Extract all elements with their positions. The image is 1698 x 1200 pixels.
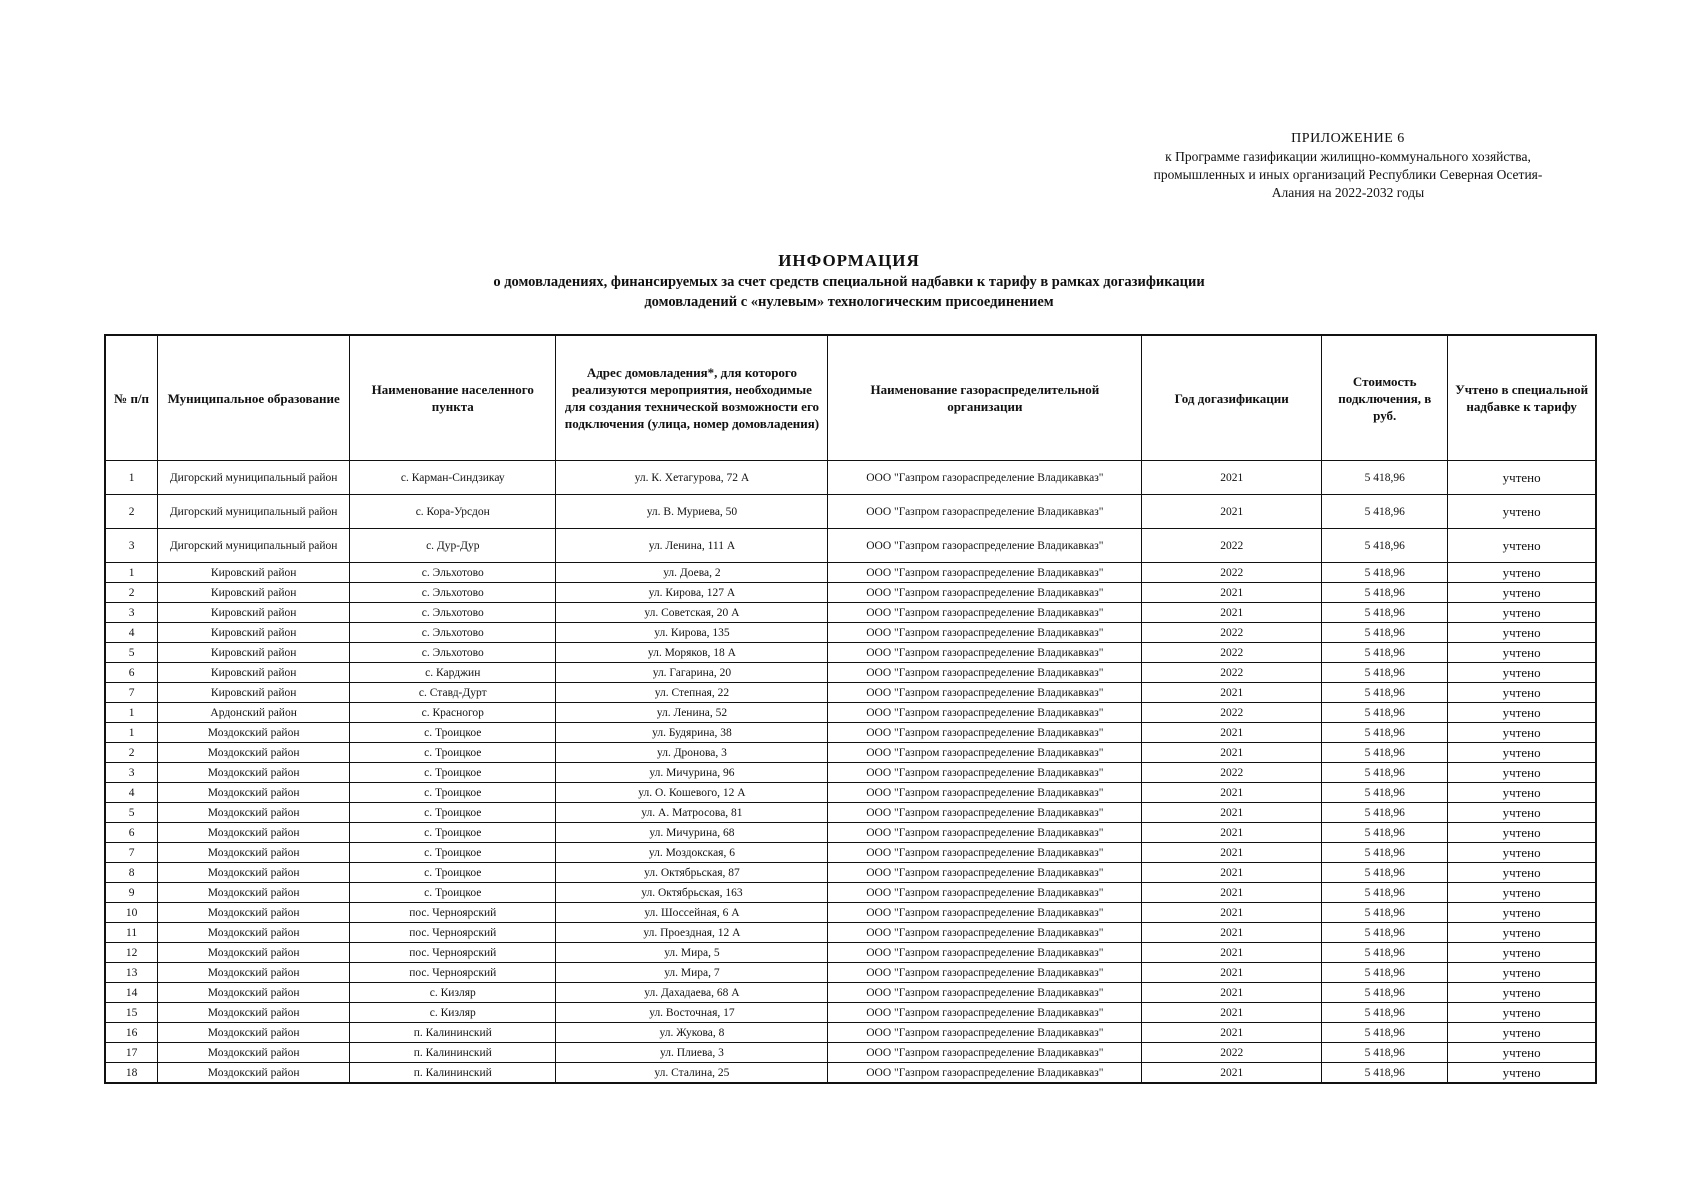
row-cost: 5 418,96 bbox=[1322, 883, 1448, 903]
table-row bbox=[105, 563, 1596, 583]
row-cost: 5 418,96 bbox=[1322, 1023, 1448, 1043]
row-number: 1 bbox=[105, 563, 158, 583]
row-gas-organization: ООО "Газпром газораспределение Владикавказ" bbox=[828, 1023, 1142, 1043]
row-status: учтено bbox=[1448, 703, 1596, 723]
row-settlement: с. Троицкое bbox=[350, 763, 556, 783]
row-address: ул. Моздокская, 6 bbox=[556, 843, 828, 863]
row-year: 2021 bbox=[1142, 803, 1322, 823]
row-gas-organization: ООО "Газпром газораспределение Владикавказ" bbox=[828, 1063, 1142, 1084]
row-status: учтено bbox=[1448, 923, 1596, 943]
row-gas-organization: ООО "Газпром газораспределение Владикавказ" bbox=[828, 1043, 1142, 1063]
row-address: ул. Дахадаева, 68 А bbox=[556, 983, 828, 1003]
row-status: учтено bbox=[1448, 663, 1596, 683]
row-cost: 5 418,96 bbox=[1322, 563, 1448, 583]
row-settlement: с. Эльхотово bbox=[350, 603, 556, 623]
row-settlement: с. Троицкое bbox=[350, 783, 556, 803]
row-gas-organization: ООО "Газпром газораспределение Владикавказ" bbox=[828, 783, 1142, 803]
header-accounted: Учтено в специальной надбавке к тарифу bbox=[1448, 335, 1596, 461]
row-cost: 5 418,96 bbox=[1322, 623, 1448, 643]
row-settlement: с. Кизляр bbox=[350, 1003, 556, 1023]
row-year: 2021 bbox=[1142, 963, 1322, 983]
row-year: 2022 bbox=[1142, 703, 1322, 723]
row-cost: 5 418,96 bbox=[1322, 843, 1448, 863]
row-address: ул. Плиева, 3 bbox=[556, 1043, 828, 1063]
row-gas-organization: ООО "Газпром газораспределение Владикавказ" bbox=[828, 963, 1142, 983]
row-status: учтено bbox=[1448, 461, 1596, 495]
row-gas-organization: ООО "Газпром газораспределение Владикавказ" bbox=[828, 743, 1142, 763]
row-municipality: Дигорский муниципальный район bbox=[158, 495, 350, 529]
row-cost: 5 418,96 bbox=[1322, 583, 1448, 603]
row-status: учтено bbox=[1448, 1023, 1596, 1043]
table-row bbox=[105, 923, 1596, 943]
row-status: учтено bbox=[1448, 823, 1596, 843]
households-table bbox=[104, 334, 1597, 1084]
row-gas-organization: ООО "Газпром газораспределение Владикавказ" bbox=[828, 461, 1142, 495]
row-status: учтено bbox=[1448, 529, 1596, 563]
row-status: учтено bbox=[1448, 943, 1596, 963]
appendix-line-3: Алания на 2022-2032 годы bbox=[1271, 185, 1425, 200]
row-settlement: с. Ставд-Дурт bbox=[350, 683, 556, 703]
row-year: 2021 bbox=[1142, 1063, 1322, 1084]
row-settlement: с. Красногор bbox=[350, 703, 556, 723]
row-cost: 5 418,96 bbox=[1322, 461, 1448, 495]
table-row bbox=[105, 623, 1596, 643]
title-line-1: о домовладениях, финансируемых за счет средств специальной надбавки к тарифу в рамках догазификации bbox=[493, 274, 1205, 290]
row-number: 6 bbox=[105, 663, 158, 683]
table-row bbox=[105, 1023, 1596, 1043]
row-number: 1 bbox=[105, 723, 158, 743]
row-status: учтено bbox=[1448, 743, 1596, 763]
row-address: ул. К. Хетагурова, 72 А bbox=[556, 461, 828, 495]
row-settlement: с. Троицкое bbox=[350, 823, 556, 843]
table-row bbox=[105, 495, 1596, 529]
row-status: учтено bbox=[1448, 643, 1596, 663]
row-settlement: пос. Черноярский bbox=[350, 963, 556, 983]
row-municipality: Кировский район bbox=[158, 683, 350, 703]
row-settlement: с. Эльхотово bbox=[350, 563, 556, 583]
row-status: учтено bbox=[1448, 583, 1596, 603]
row-number: 15 bbox=[105, 1003, 158, 1023]
row-year: 2022 bbox=[1142, 623, 1322, 643]
table-row bbox=[105, 1043, 1596, 1063]
row-settlement: п. Калининский bbox=[350, 1023, 556, 1043]
row-address: ул. Жукова, 8 bbox=[556, 1023, 828, 1043]
row-number: 14 bbox=[105, 983, 158, 1003]
row-year: 2021 bbox=[1142, 983, 1322, 1003]
row-cost: 5 418,96 bbox=[1322, 643, 1448, 663]
appendix-block bbox=[1108, 130, 1588, 202]
row-municipality: Моздокский район bbox=[158, 1023, 350, 1043]
row-settlement: п. Калининский bbox=[350, 1063, 556, 1084]
row-address: ул. А. Матросова, 81 bbox=[556, 803, 828, 823]
row-status: учтено bbox=[1448, 783, 1596, 803]
row-settlement: с. Троицкое bbox=[350, 843, 556, 863]
row-number: 3 bbox=[105, 763, 158, 783]
table-header-row bbox=[105, 335, 1596, 461]
row-cost: 5 418,96 bbox=[1322, 823, 1448, 843]
row-status: учтено bbox=[1448, 603, 1596, 623]
header-number: № п/п bbox=[105, 335, 158, 461]
row-number: 11 bbox=[105, 923, 158, 943]
table-row bbox=[105, 983, 1596, 1003]
row-year: 2022 bbox=[1142, 563, 1322, 583]
table-row bbox=[105, 763, 1596, 783]
row-year: 2021 bbox=[1142, 823, 1322, 843]
header-year: Год догазификации bbox=[1142, 335, 1322, 461]
row-status: учтено bbox=[1448, 763, 1596, 783]
row-gas-organization: ООО "Газпром газораспределение Владикавказ" bbox=[828, 823, 1142, 843]
row-status: учтено bbox=[1448, 1063, 1596, 1084]
row-cost: 5 418,96 bbox=[1322, 863, 1448, 883]
row-year: 2021 bbox=[1142, 943, 1322, 963]
row-year: 2022 bbox=[1142, 529, 1322, 563]
row-cost: 5 418,96 bbox=[1322, 983, 1448, 1003]
row-settlement: с. Кора-Урсдон bbox=[350, 495, 556, 529]
row-number: 2 bbox=[105, 743, 158, 763]
row-status: учтено bbox=[1448, 1003, 1596, 1023]
table-body bbox=[105, 461, 1596, 1084]
row-gas-organization: ООО "Газпром газораспределение Владикавказ" bbox=[828, 803, 1142, 823]
row-municipality: Моздокский район bbox=[158, 803, 350, 823]
row-year: 2021 bbox=[1142, 743, 1322, 763]
title-main: ИНФОРМАЦИЯ bbox=[778, 251, 920, 270]
row-address: ул. Октябрьская, 87 bbox=[556, 863, 828, 883]
table-row bbox=[105, 603, 1596, 623]
row-municipality: Моздокский район bbox=[158, 983, 350, 1003]
row-status: учтено bbox=[1448, 983, 1596, 1003]
row-gas-organization: ООО "Газпром газораспределение Владикавказ" bbox=[828, 883, 1142, 903]
row-municipality: Моздокский район bbox=[158, 743, 350, 763]
row-cost: 5 418,96 bbox=[1322, 1063, 1448, 1084]
row-year: 2022 bbox=[1142, 1043, 1322, 1063]
row-municipality: Моздокский район bbox=[158, 903, 350, 923]
row-gas-organization: ООО "Газпром газораспределение Владикавказ" bbox=[828, 943, 1142, 963]
row-settlement: с. Карджин bbox=[350, 663, 556, 683]
title-line-2: домовладений с «нулевым» технологическим присоединением bbox=[644, 294, 1054, 310]
row-status: учтено bbox=[1448, 1043, 1596, 1063]
row-address: ул. Кирова, 127 А bbox=[556, 583, 828, 603]
row-year: 2022 bbox=[1142, 763, 1322, 783]
table-row bbox=[105, 883, 1596, 903]
row-gas-organization: ООО "Газпром газораспределение Владикавказ" bbox=[828, 863, 1142, 883]
row-address: ул. Кирова, 135 bbox=[556, 623, 828, 643]
table-row bbox=[105, 683, 1596, 703]
table-row bbox=[105, 1063, 1596, 1084]
row-number: 8 bbox=[105, 863, 158, 883]
table-row bbox=[105, 843, 1596, 863]
table-row bbox=[105, 723, 1596, 743]
row-settlement: с. Дур-Дур bbox=[350, 529, 556, 563]
table-row bbox=[105, 461, 1596, 495]
row-address: ул. Доева, 2 bbox=[556, 563, 828, 583]
table-row bbox=[105, 963, 1596, 983]
row-number: 10 bbox=[105, 903, 158, 923]
row-address: ул. О. Кошевого, 12 А bbox=[556, 783, 828, 803]
row-address: ул. Октябрьская, 163 bbox=[556, 883, 828, 903]
table-row bbox=[105, 529, 1596, 563]
row-address: ул. Степная, 22 bbox=[556, 683, 828, 703]
row-cost: 5 418,96 bbox=[1322, 943, 1448, 963]
row-number: 9 bbox=[105, 883, 158, 903]
row-settlement: пос. Черноярский bbox=[350, 903, 556, 923]
table-row bbox=[105, 803, 1596, 823]
row-cost: 5 418,96 bbox=[1322, 683, 1448, 703]
row-address: ул. Ленина, 111 А bbox=[556, 529, 828, 563]
row-settlement: с. Троицкое bbox=[350, 723, 556, 743]
row-year: 2021 bbox=[1142, 903, 1322, 923]
row-municipality: Кировский район bbox=[158, 623, 350, 643]
row-cost: 5 418,96 bbox=[1322, 903, 1448, 923]
row-cost: 5 418,96 bbox=[1322, 783, 1448, 803]
header-settlement: Наименование населенного пункта bbox=[350, 335, 556, 461]
row-number: 16 bbox=[105, 1023, 158, 1043]
row-gas-organization: ООО "Газпром газораспределение Владикавказ" bbox=[828, 643, 1142, 663]
row-municipality: Кировский район bbox=[158, 563, 350, 583]
row-number: 6 bbox=[105, 823, 158, 843]
row-municipality: Кировский район bbox=[158, 643, 350, 663]
row-gas-organization: ООО "Газпром газораспределение Владикавказ" bbox=[828, 983, 1142, 1003]
header-municipality: Муниципальное образование bbox=[158, 335, 350, 461]
row-year: 2021 bbox=[1142, 461, 1322, 495]
row-settlement: с. Троицкое bbox=[350, 743, 556, 763]
row-gas-organization: ООО "Газпром газораспределение Владикавказ" bbox=[828, 903, 1142, 923]
row-year: 2022 bbox=[1142, 663, 1322, 683]
row-gas-organization: ООО "Газпром газораспределение Владикавказ" bbox=[828, 703, 1142, 723]
row-year: 2021 bbox=[1142, 1003, 1322, 1023]
row-municipality: Моздокский район bbox=[158, 823, 350, 843]
row-municipality: Дигорский муниципальный район bbox=[158, 461, 350, 495]
appendix-line-2: промышленных и иных организаций Республики Северная Осетия- bbox=[1153, 167, 1543, 182]
row-number: 12 bbox=[105, 943, 158, 963]
row-address: ул. Восточная, 17 bbox=[556, 1003, 828, 1023]
row-address: ул. Сталина, 25 bbox=[556, 1063, 828, 1084]
row-municipality: Моздокский район bbox=[158, 943, 350, 963]
document-title bbox=[0, 250, 1698, 312]
row-cost: 5 418,96 bbox=[1322, 963, 1448, 983]
appendix-heading: ПРИЛОЖЕНИЕ 6 bbox=[1291, 131, 1405, 146]
row-gas-organization: ООО "Газпром газораспределение Владикавказ" bbox=[828, 603, 1142, 623]
row-number: 13 bbox=[105, 963, 158, 983]
row-gas-organization: ООО "Газпром газораспределение Владикавказ" bbox=[828, 623, 1142, 643]
row-number: 5 bbox=[105, 643, 158, 663]
row-gas-organization: ООО "Газпром газораспределение Владикавказ" bbox=[828, 683, 1142, 703]
table-row bbox=[105, 823, 1596, 843]
row-year: 2021 bbox=[1142, 1023, 1322, 1043]
row-number: 3 bbox=[105, 603, 158, 623]
row-address: ул. Мичурина, 96 bbox=[556, 763, 828, 783]
row-address: ул. Шоссейная, 6 А bbox=[556, 903, 828, 923]
row-settlement: с. Карман-Синдзикау bbox=[350, 461, 556, 495]
row-address: ул. Мира, 5 bbox=[556, 943, 828, 963]
row-municipality: Кировский район bbox=[158, 583, 350, 603]
table-row bbox=[105, 663, 1596, 683]
row-address: ул. Будярина, 38 bbox=[556, 723, 828, 743]
row-gas-organization: ООО "Газпром газораспределение Владикавказ" bbox=[828, 495, 1142, 529]
row-address: ул. Мира, 7 bbox=[556, 963, 828, 983]
row-status: учтено bbox=[1448, 623, 1596, 643]
table-row bbox=[105, 903, 1596, 923]
row-year: 2021 bbox=[1142, 683, 1322, 703]
row-status: учтено bbox=[1448, 903, 1596, 923]
row-settlement: с. Троицкое bbox=[350, 803, 556, 823]
table-row bbox=[105, 863, 1596, 883]
header-gas-organization: Наименование газораспределительной организации bbox=[828, 335, 1142, 461]
row-cost: 5 418,96 bbox=[1322, 703, 1448, 723]
header-cost: Стоимость подключения, в руб. bbox=[1322, 335, 1448, 461]
row-gas-organization: ООО "Газпром газораспределение Владикавказ" bbox=[828, 923, 1142, 943]
row-number: 1 bbox=[105, 461, 158, 495]
row-cost: 5 418,96 bbox=[1322, 1043, 1448, 1063]
row-gas-organization: ООО "Газпром газораспределение Владикавказ" bbox=[828, 723, 1142, 743]
row-municipality: Дигорский муниципальный район bbox=[158, 529, 350, 563]
row-municipality: Моздокский район bbox=[158, 723, 350, 743]
row-cost: 5 418,96 bbox=[1322, 495, 1448, 529]
row-cost: 5 418,96 bbox=[1322, 663, 1448, 683]
row-municipality: Моздокский район bbox=[158, 963, 350, 983]
table-row bbox=[105, 703, 1596, 723]
row-status: учтено bbox=[1448, 495, 1596, 529]
table-row bbox=[105, 583, 1596, 603]
row-municipality: Моздокский район bbox=[158, 923, 350, 943]
row-year: 2021 bbox=[1142, 883, 1322, 903]
row-number: 2 bbox=[105, 495, 158, 529]
table-row bbox=[105, 643, 1596, 663]
header-address: Адрес домовладения*, для которого реализуются мероприятия, необходимые для создания технической возможности его подключения (улица, номер домовладения) bbox=[556, 335, 828, 461]
row-settlement: с. Кизляр bbox=[350, 983, 556, 1003]
row-year: 2021 bbox=[1142, 495, 1322, 529]
row-status: учтено bbox=[1448, 563, 1596, 583]
row-municipality: Кировский район bbox=[158, 663, 350, 683]
row-municipality: Моздокский район bbox=[158, 1043, 350, 1063]
row-status: учтено bbox=[1448, 883, 1596, 903]
row-year: 2021 bbox=[1142, 783, 1322, 803]
row-address: ул. Ленина, 52 bbox=[556, 703, 828, 723]
row-number: 4 bbox=[105, 783, 158, 803]
row-municipality: Моздокский район bbox=[158, 883, 350, 903]
row-status: учтено bbox=[1448, 803, 1596, 823]
row-year: 2021 bbox=[1142, 583, 1322, 603]
row-address: ул. Дронова, 3 bbox=[556, 743, 828, 763]
row-cost: 5 418,96 bbox=[1322, 723, 1448, 743]
row-municipality: Моздокский район bbox=[158, 843, 350, 863]
row-cost: 5 418,96 bbox=[1322, 803, 1448, 823]
row-number: 5 bbox=[105, 803, 158, 823]
table-row bbox=[105, 743, 1596, 763]
table-row bbox=[105, 943, 1596, 963]
row-municipality: Ардонский район bbox=[158, 703, 350, 723]
row-gas-organization: ООО "Газпром газораспределение Владикавказ" bbox=[828, 663, 1142, 683]
table-row bbox=[105, 1003, 1596, 1023]
row-number: 7 bbox=[105, 843, 158, 863]
row-status: учтено bbox=[1448, 863, 1596, 883]
row-address: ул. В. Муриева, 50 bbox=[556, 495, 828, 529]
row-cost: 5 418,96 bbox=[1322, 743, 1448, 763]
row-settlement: с. Эльхотово bbox=[350, 643, 556, 663]
row-settlement: пос. Черноярский bbox=[350, 923, 556, 943]
row-year: 2021 bbox=[1142, 603, 1322, 623]
row-year: 2021 bbox=[1142, 923, 1322, 943]
row-address: ул. Гагарина, 20 bbox=[556, 663, 828, 683]
row-gas-organization: ООО "Газпром газораспределение Владикавказ" bbox=[828, 1003, 1142, 1023]
row-address: ул. Советская, 20 А bbox=[556, 603, 828, 623]
row-municipality: Моздокский район bbox=[158, 1063, 350, 1084]
appendix-line-1: к Программе газификации жилищно-коммунального хозяйства, bbox=[1165, 149, 1531, 164]
row-status: учтено bbox=[1448, 963, 1596, 983]
row-number: 2 bbox=[105, 583, 158, 603]
row-cost: 5 418,96 bbox=[1322, 529, 1448, 563]
row-status: учтено bbox=[1448, 683, 1596, 703]
row-municipality: Моздокский район bbox=[158, 1003, 350, 1023]
row-settlement: пос. Черноярский bbox=[350, 943, 556, 963]
row-cost: 5 418,96 bbox=[1322, 923, 1448, 943]
row-status: учтено bbox=[1448, 723, 1596, 743]
row-settlement: с. Троицкое bbox=[350, 863, 556, 883]
row-number: 4 bbox=[105, 623, 158, 643]
row-gas-organization: ООО "Газпром газораспределение Владикавказ" bbox=[828, 843, 1142, 863]
row-gas-organization: ООО "Газпром газораспределение Владикавказ" bbox=[828, 563, 1142, 583]
row-gas-organization: ООО "Газпром газораспределение Владикавказ" bbox=[828, 583, 1142, 603]
row-address: ул. Моряков, 18 А bbox=[556, 643, 828, 663]
row-municipality: Моздокский район bbox=[158, 783, 350, 803]
row-settlement: с. Троицкое bbox=[350, 883, 556, 903]
row-status: учтено bbox=[1448, 843, 1596, 863]
row-settlement: п. Калининский bbox=[350, 1043, 556, 1063]
row-year: 2021 bbox=[1142, 843, 1322, 863]
row-year: 2021 bbox=[1142, 723, 1322, 743]
row-cost: 5 418,96 bbox=[1322, 603, 1448, 623]
row-number: 7 bbox=[105, 683, 158, 703]
row-number: 17 bbox=[105, 1043, 158, 1063]
row-municipality: Моздокский район bbox=[158, 763, 350, 783]
row-settlement: с. Эльхотово bbox=[350, 583, 556, 603]
row-address: ул. Проездная, 12 А bbox=[556, 923, 828, 943]
row-year: 2021 bbox=[1142, 863, 1322, 883]
row-municipality: Моздокский район bbox=[158, 863, 350, 883]
row-number: 18 bbox=[105, 1063, 158, 1084]
row-gas-organization: ООО "Газпром газораспределение Владикавказ" bbox=[828, 763, 1142, 783]
row-number: 3 bbox=[105, 529, 158, 563]
row-year: 2022 bbox=[1142, 643, 1322, 663]
row-municipality: Кировский район bbox=[158, 603, 350, 623]
row-settlement: с. Эльхотово bbox=[350, 623, 556, 643]
row-number: 1 bbox=[105, 703, 158, 723]
row-gas-organization: ООО "Газпром газораспределение Владикавказ" bbox=[828, 529, 1142, 563]
row-cost: 5 418,96 bbox=[1322, 763, 1448, 783]
row-address: ул. Мичурина, 68 bbox=[556, 823, 828, 843]
table-row bbox=[105, 783, 1596, 803]
row-cost: 5 418,96 bbox=[1322, 1003, 1448, 1023]
